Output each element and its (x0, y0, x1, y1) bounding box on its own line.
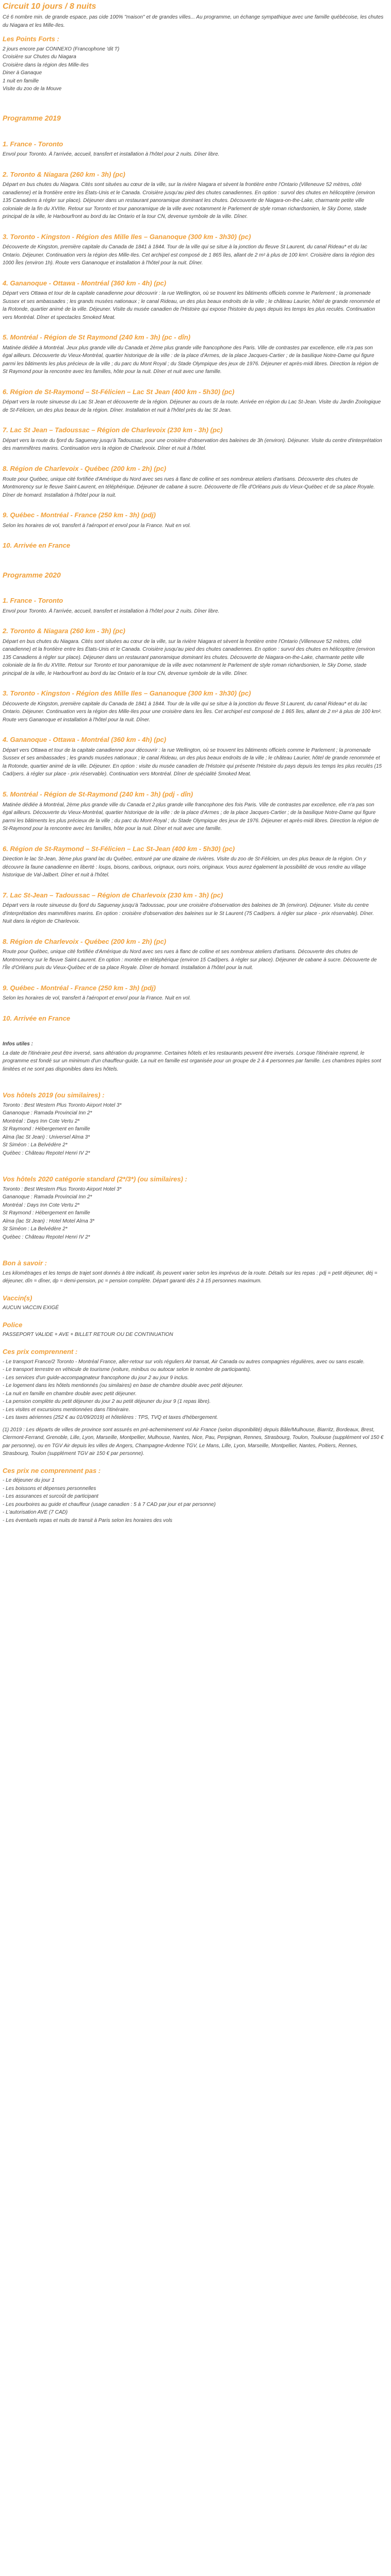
day-text: Départ vers la route sinueuse du Lac St Jean et découverte de la région. Déjeuner au cours de la route. Arrivée en région du Lac St-Jean. Visite du Jardin Zoologique de St-Félicien, un des plus beaux de la région. Dîner. Installation et nuit à l'hôtel près du lac St Jean. (3, 399, 381, 413)
day-text: Départ en bus chutes du Niagara. Cités sont situées au cœur de la ville, sur la rivière Niagara et sèvent la frontière entre l'Ontario (Villeneuve 52 mètres, côté canadienne) et la frontière entre les États-Unis et le Canada. Croisière jusqu'au pied des chutes canadiennes. En option : survol des chutes en hélicoptère (environ 135 Canadiens à régler sur place). Déjeuner dans un restaurant panoramique dominant les chutes. Découverte de Niagara-on-the-Lake, charmante petite ville coloniale de la fin du XVIIIe. Retour sur Toronto et tour panoramique de la ville avec notamment le Parlement de style roman richardsonien, le Sky Dome, stade principal de la ville, le Harbourfront au bord du lac Ontario et la tour CN, devenue symbole de la ville. Dîner. (3, 638, 375, 676)
day-block (3, 464, 384, 499)
list-item: Gananoque : Ramada Provincial Inn 2* (3, 1110, 92, 1116)
non-inclus-list (3, 1477, 384, 1524)
day-title: 6. Région de St-Raymond – St-Félicien – Lac St-Jean (400 km - 5h30) (pc) (3, 844, 235, 853)
list-item: - Le déjeuner du jour 1 (3, 1478, 55, 1484)
list-item: - Les taxes aériennes (252 € au 01/09/2019) et hôtelières : TPS, TVQ et taxes d'hébergement. (3, 1415, 218, 1421)
hotels-2020-section (3, 1175, 384, 1241)
day-text: Découverte de Kingston, première capitale du Canada de 1841 à 1844. Tour de la ville qui se situe à la jonction du fleuve St Laurent, du canal Rideau* et du lac Ontario. Déjeuner. Continuation vers la région des Mille-Iles pour une croisière dans les Îles. Cet archipel est composé de 1 865 îles, allant de 2 m² à plus de 100 km². Route vers Gananoque et installation à l'hôtel pour la nuit. Dîner. (3, 701, 382, 723)
day-block (3, 937, 384, 972)
day-block (3, 232, 384, 267)
non-inclus-heading: Ces prix ne comprennent pas : (3, 1466, 101, 1475)
inclus-list (3, 1358, 384, 1422)
day-title: 9. Québec - Montréal - France (250 km - 3h) (pdj) (3, 511, 156, 519)
day-title: 4. Gananoque - Ottawa - Montréal (360 km - 4h) (pc) (3, 736, 167, 744)
list-item: - Le transport terrestre en véhicule de tourisme (voiture, minibus ou autocar selon le nombre de participants). (3, 1367, 251, 1373)
day-text: Départ en bus chutes du Niagara. Cités sont situées au cœur de la ville, sur la rivière Niagara et sèvent la frontière entre l'Ontario (Villeneuve 52 mètres, côté canadienne) et la frontière entre les États-Unis et le Canada. Croisière jusqu'au pied des chutes canadiennes. En option : survol des chutes en hélicoptère (environ 135 Canadiens à régler sur place). Déjeuner dans un restaurant panoramique dominant les chutes. Découverte de Niagara-on-the-Lake, charmante petite ville coloniale de la fin du XVIIIe. Retour sur Toronto et tour panoramique de la ville avec notamment le Parlement de style roman richardsonien, le Sky Dome, stade principal de la ville, le Harbourfront au bord du lac Ontario et la tour CN, devenue symbole de la ville. Dîner. (3, 182, 375, 220)
day-text: Départ vers la route du fjord du Saguenay jusqu'à Tadoussac, pour une croisière d'observation des baleines de 3h (environ). Déjeuner. Visite du centre d'interprétation des mammifères marins. Continuation vers la région de Charlevoix. Dîner et nuit à l'hôtel. (3, 437, 382, 452)
day-title: 8. Région de Charlevoix - Québec (200 km - 2h) (pc) (3, 464, 167, 472)
list-item: St Raymond : Hébergement en famille (3, 1126, 90, 1132)
day-title: 7. Lac St-Jean – Tadoussac – Région de Charlevoix (230 km - 3h) (pc) (3, 891, 223, 899)
day-text: Départ vers la route sinueuse du fjord du Saguenay jusqu'à Tadoussac, pour une croisière d'observation des baleines de 3h (environ). Déjeuner. Visite du centre d'interprétation des mammifères marins. En option : croisière d'observation des baleines sur le St Laurent (75 Cad/pers. à régler sur place - prix réservable). Dîner. Nuit dans la région de Charlevoix. (3, 903, 374, 925)
day-block (3, 891, 384, 926)
day-title: 3. Toronto - Kingston - Région des Mille Iles – Gananoque (300 km - 3h30) (pc) (3, 689, 251, 698)
police-section (3, 1320, 384, 1339)
day-text: Matinée dédiée à Montréal. Jeux plus grande ville du Canada et 2ème plus grande ville francophone des Paris. Ville de contrastes par excellence, elle n'a pas son égal ailleurs. Découverte du Vieux-Montréal, quartier historique de la ville : de la place d'Armes, de la place Jacques-Cartier ; de la basilique Notre-Dame qui figure parmi les bâtiments les plus précieux de la ville ; du parc du Mont Royal ; du Stade Olympique des jeux de 1976. Déjeuner et après-midi libres. Direction la région de St Raymond pour la rencontre avec les familles, hôte pour la nuit. Dîner et nuit avec une famille. (3, 345, 379, 375)
list-item: Visite du zoo de la Mouve (3, 86, 62, 92)
list-item: - L'autorisation AVE (7 CAD) (3, 1510, 68, 1516)
day-text: Départ vers Ottawa et tour de la capitale canadienne pour découvrir : la rue Wellington, où se trouvent les bâtiments officiels comme le Parlement ; la promenade Sussex et ses ambassades ; les grands musées nationaux ; le canal Rideau, un des plus beaux endroits de la ville ; le château Laurier, hôtel de grande renommée et la Rotonde, quartier animé de la ville. Déjeuner. Visite du musée canadien de l'Histoire qui expose l'histoire du pays depuis les temps les plus reculés. Continuation vers Montréal. Dîner et spectacles Smoked Meat. (3, 291, 380, 320)
non-inclus-section (3, 1466, 384, 1525)
list-item: Québec : Château Repotel Henri IV 2* (3, 1234, 90, 1240)
day-block (3, 844, 384, 879)
day-title: 4. Gananoque - Ottawa - Montréal (360 km - 4h) (pc) (3, 279, 167, 287)
police-text: PASSEPORT VALIDE + AVE + BILLET RETOUR OU DE CONTINUATION (3, 1332, 173, 1338)
day-text: Matinée dédiée à Montréal, 2ème plus grande ville du Canada et 2.plus grande ville francophone des fois Paris. Ville de contrastes par excellence, elle n'a pas son égal ailleurs. Découverte du Vieux-Montréal, quartier historique de la ville : de la place d'Armes ; de la place Jacques-Cartier ; de la basilique Notre-Dame qui figure parmi les bâtiments les plus précieux de la ville ; du parc du Mont-Royal ; du Stade Olympique des jeux de 1976. Déjeuner et après-midi libres. Direction la région de St-Raymond pour la rencontre avec les familles, hôte pour la nuit. Dîner et nuit avec une famille. (3, 802, 379, 832)
day-title: 9. Québec - Montréal - France (250 km - 3h) (pdj) (3, 984, 156, 992)
day-text: Découverte de Kingston, première capitale du Canada de 1841 à 1844. Tour de la ville qui se situe à la jonction du fleuve St Laurent, du canal Rideau* et du lac Ontario. Déjeuner. Continuation vers la région des Mille-Iles. Cet archipel est composé de 1 865 îles, allant de 2 m² à plus de 100 km². Croisière dans la région des 1000 Îles (environ 1h). Route vers Gananoque et installation à l'hôtel pour la nuit. Dîner. (3, 244, 375, 266)
inclus-heading: Ces prix comprennent : (3, 1347, 78, 1355)
list-item: - Les pourboires au guide et chauffeur (usage canadien : 5 à 7 CAD par jour et par personne) (3, 1501, 216, 1507)
day-block (3, 511, 384, 530)
day-text: Selon les horaires de vol, transfert à l'aéroport et envol pour la France. Nuit en vol. (3, 995, 191, 1002)
list-item: - La nuit en famille en chambre double avec petit déjeuner. (3, 1391, 137, 1397)
list-item: Gananoque : Ramada Provincial Inn 2* (3, 1194, 92, 1200)
day-title: 2. Toronto & Niagara (260 km - 3h) (pc) (3, 627, 125, 635)
day-text: Envol pour Toronto. À l'arrivée, accueil, transfert et installation à l'hôtel pour 2 nuits. Dîner libre. (3, 151, 220, 158)
list-item: - Les boissons et dépenses personnelles (3, 1485, 96, 1492)
programme-2020 (3, 596, 384, 1023)
hotels-2020-heading: Vos hôtels 2020 catégorie standard (2*/3*) (ou similaires) : (3, 1175, 187, 1183)
list-item: Toronto : Best Western Plus Toronto Airport Hotel 3* (3, 1102, 122, 1108)
vaccin-heading: Vaccin(s) (3, 1294, 32, 1302)
list-item: - Les visites et excursions mentionnées dans l'itinéraire. (3, 1406, 131, 1413)
day-block (3, 626, 384, 677)
police-heading: Police (3, 1320, 23, 1329)
day-block (3, 387, 384, 415)
day-title: 5. Montréal - Région de St-Raymond (240 km - 3h) (pdj - dîn) (3, 790, 193, 798)
day-block (3, 596, 384, 615)
day-title: 6. Région de St-Raymond – St-Félicien – Lac St Jean (400 km - 5h30) (pc) (3, 387, 235, 396)
vaccin-text: AUCUN VACCIN EXIGÉ (3, 1305, 59, 1311)
points-forts-list (3, 45, 384, 93)
circuit-intro: Cé 6 nombre min. de grande espace, pas cide 100% "maison" et de grandes villes... Au programme, un échange sympathique avec une famille québécoise, les chutes du Niagara et les Mille-Iles. (3, 14, 384, 28)
day-title: 1. France - Toronto (3, 140, 63, 148)
day-block (3, 170, 384, 221)
day-title: 8. Région de Charlevoix - Québec (200 km - 2h) (pc) (3, 937, 167, 945)
day-block (3, 735, 384, 778)
list-item: St Siméon : La Belvédère 2* (3, 1142, 68, 1148)
day-block (3, 426, 384, 453)
infos-utiles-text: La date de l'itinéraire peut être inversé, sans altération du programme. Certaines hôtels et les restaurants peuvent être inversés. Lorsque l'itinéraire reprend, le programme est fondé sur un minimum d'un chauffeur-guide. La nuit en famille est organisée pour un groupe de 2 à 4 personnes par famille. Les chambres triples sont limitées et ne sont pas disponibles dans les hôtels. (3, 1050, 381, 1072)
day-text: Route pour Québec, unique cité fortifiée d'Amérique du Nord avec ses rues à flanc de colline et ses nombreux ateliers d'artisans. Découverte des chutes de Montmorency sur le fleuve Saint-Laurent, en téléphérique. Déjeuner de cabane à sucre. Découverte de l'Île d'Orléans puis du Vieux-Québec et de sa place Royale. Dîner de homard. Installation à l'hôtel pour la nuit. (3, 476, 375, 498)
list-item: - Les services d'un guide-accompagnateur francophone du jour 2 au jour 9 inclus. (3, 1375, 189, 1381)
list-item: 2 jours encore par CONNEXO (Francophone 'dit 'l') (3, 46, 120, 52)
list-item: Croisière sur Chutes du Niagara (3, 54, 76, 60)
list-item: Croisière dans la région des Mille-Iles (3, 62, 89, 68)
list-item: - Le logement dans les hôtels mentionnés (ou similaires) en base de chambre double avec petit déjeuner. (3, 1383, 243, 1389)
list-item: - Le transport France/2 Toronto - Montréal France, aller-retour sur vols réguliers Air transat, Air Canada ou autres compagnies régulières, avec ou sans escale. (3, 1359, 365, 1365)
list-item: - Les éventuels repas et nuits de transit à Paris selon les horaires des vols (3, 1517, 173, 1523)
list-item: - La pension complète du petit déjeuner du jour 2 au petit déjeuner du jour 9 (1 repas libre). (3, 1399, 211, 1405)
list-item: Québec : Château Repotel Henri IV 2* (3, 1150, 90, 1156)
list-item: Montréal : Days Inn Cote Vertu 2* (3, 1118, 80, 1124)
infos-utiles-label: Infos utiles : (3, 1041, 33, 1047)
day-text: Départ vers Ottawa et tour de la capitale canadienne pour découvrir : la rue Wellington, où se trouvent les bâtiments officiels comme le Parlement ; la promenade Sussex et ses ambassades ; les grands musées nationaux ; le canal Rideau, un des plus beaux endroits de la ville ; le château Laurier, hôtel de grande renommée et la Rotonde, quartier animé de la ville. Déjeuner. En option : visite du musée canadien de l'Histoire qui présente l'Histoire du pays depuis les temps les plus reculés (15 Cad/pers. à régler sur place - prix réservable). Continuation vers Montréal. Dîner de spécialité Smoked Meat. (3, 747, 382, 777)
vaccin-section (3, 1294, 384, 1312)
day-block (3, 541, 384, 550)
hotels-2020-list (3, 1185, 384, 1242)
day-block (3, 689, 384, 724)
points-forts-heading: Les Points Forts : (3, 35, 59, 43)
programme-2020-heading: Programme 2020 (3, 570, 61, 579)
day-title: 10. Arrivée en France (3, 1014, 71, 1022)
list-item: - Les assurances et surcoût de participant (3, 1494, 99, 1500)
day-block (3, 984, 384, 1003)
bon-a-savoir-text: Les kilométrages et les temps de trajet sont donnés à titre indicatif, ils peuvent varier selon les imprévus de la route. Détails sur les repas : pdj = petit déjeuner, déj = déjeuner, dîn = dîner, dp = demi-pension, pc = pension complète. Départ garanti dès 2 à 15 personnes maximum. (3, 1270, 378, 1284)
list-item: Alma (lac St Jean) : Hotel Motel Alma 3* (3, 1218, 95, 1224)
list-item: 1 nuit en famille (3, 78, 39, 84)
day-block (3, 790, 384, 833)
infos-utiles-section (3, 1040, 384, 1073)
bon-a-savoir-heading: Bon à savoir : (3, 1259, 47, 1267)
day-title: 2. Toronto & Niagara (260 km - 3h) (pc) (3, 170, 125, 178)
list-item: Montréal : Days Inn Cote Vertu 2* (3, 1202, 80, 1208)
day-block (3, 1014, 384, 1023)
day-block (3, 140, 384, 159)
day-title: 1. France - Toronto (3, 597, 63, 605)
inclus-section (3, 1347, 384, 1458)
bon-a-savoir-section (3, 1259, 384, 1285)
list-item: Toronto : Best Western Plus Toronto Airport Hotel 3* (3, 1186, 122, 1192)
day-text: Direction le lac St-Jean, 3ème plus grand lac du Québec, entouré par une dizaine de rivières. Visite du zoo de St-Félicien, un des plus beaux de la région. On y découvre la faune canadienne en liberté : loups, bisons, caribous, orignaux, ours noirs, originaux. Vous aurez également la possibilité de vous rendre au village historique de Val-Jalbert. Dîner et nuit à l'hôtel. (3, 856, 366, 878)
day-text: Route pour Québec, unique cité fortifiée d'Amérique du Nord avec ses rues à flanc de colline et ses nombreux ateliers d'artisans. Découverte des chutes de Montmorency sur le fleuve Saint-Laurent. En option : montée en téléphérique (environ 15 Cad/pers. à régler sur place). Déjeuner de cabane à sucre. Découverte de l'Île d'Orléans puis du Vieux-Québec et de sa place Royale. Dîner de homard. Installation à l'hôtel pour la nuit. (3, 949, 377, 971)
list-item: St Siméon : La Belvédère 2* (3, 1226, 68, 1232)
hotels-2019-section (3, 1091, 384, 1157)
list-item: Alma (lac St Jean) : Universel Alma 3* (3, 1134, 90, 1140)
day-title: 3. Toronto - Kingston - Région des Mille Iles – Gananoque (300 km - 3h30) (pc) (3, 232, 251, 241)
day-title: 10. Arrivée en France (3, 541, 71, 550)
day-block (3, 279, 384, 322)
list-item: St Raymond : Hébergement en famille (3, 1210, 90, 1216)
day-block (3, 333, 384, 376)
hotels-2019-heading: Vos hôtels 2019 (ou similaires) : (3, 1091, 105, 1099)
list-item: Diner à Ganaque (3, 70, 42, 76)
programme-2019 (3, 140, 384, 550)
day-title: 7. Lac St Jean – Tadoussac – Région de Charlevoix (230 km - 3h) (pc) (3, 426, 223, 434)
circuit-title: Circuit 10 jours / 8 nuits (3, 2, 96, 11)
day-text: Selon les horaires de vol, transfert à l'aéroport et envol pour la France. Nuit en vol. (3, 522, 191, 529)
programme-2019-heading: Programme 2019 (3, 113, 61, 122)
hotels-2019-list (3, 1101, 384, 1158)
day-text: Envol pour Toronto. À l'arrivée, accueil, transfert et installation à l'hôtel pour 2 nuits. Dîner libre. (3, 608, 220, 614)
depart-note: (1) 2019 : Les départs de villes de province sont assurés en pré-acheminement vol Air France (selon disponibilité) depuis Bâle/Mulhouse, Biarritz, Bordeaux, Brest, Clermont-Ferrand, Grenoble, Lille, Lyon, Marseille, Montpellier, Mulhouse, Nantes, Nice, Pau, Perpignan, Rennes, Strasbourg, Toulon, Toulouse (supplément vol 150 € par personne), ou en TGV Air depuis les villes de Angers, Champagne-Ardenne TGV, Le Mans, Lille, Lyon, Marseille, Montpellier, Nantes, Poitiers, Rennes, Strasbourg, Toulon (supplément TGV air 150 € par personne). (3, 1427, 384, 1457)
day-title: 5. Montréal - Région de St Raymond (240 km - 3h) (pc - dîn) (3, 333, 191, 342)
